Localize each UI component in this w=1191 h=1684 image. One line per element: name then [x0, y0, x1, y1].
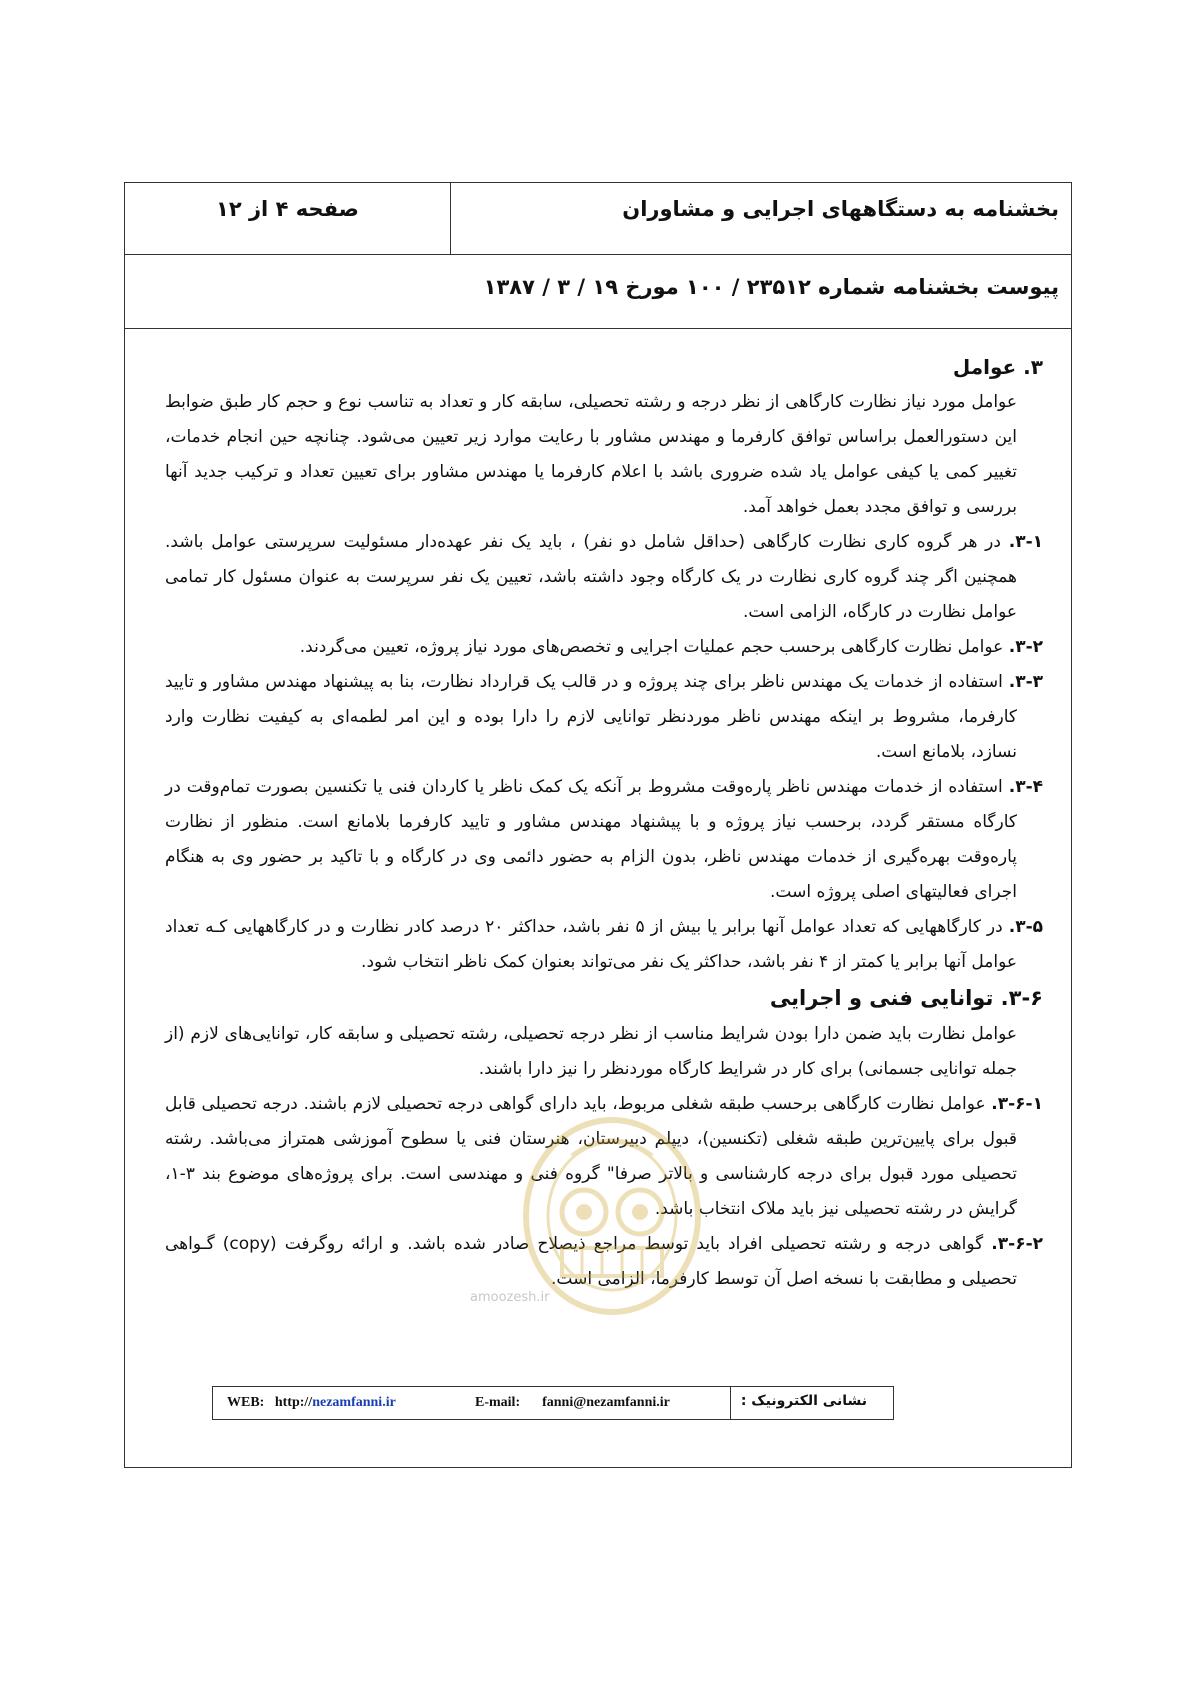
clause-number: ۳-۶-۱. [991, 1094, 1043, 1114]
clause-text: استفاده از خدمات مهندس ناظر پاره‌وقت مشروط بر آنکه یک کمک ناظر یا کاردان فنی یا تکنسین بصورت تمام‌وقت در کارگاه مستقر گردد، برحسب نیاز پروژه و با پیشنهاد مهندس مشاور و تایید کارفرما بلامانع است. منظور از نظارت پاره‌وقت بهره‌گیری از خدمات مهندس ناظر، بدون الزام به حضور دائمی وی در کارگاه و با تاکید بر حضور وی به هنگام اجرای فعالیتهای اصلی پروژه است. [165, 777, 1017, 902]
section-title: ۳. عوامل [952, 355, 1043, 379]
clause-number: ۳-۴. [1008, 777, 1043, 797]
footer-label: نشانی الکترونیک : [740, 1393, 867, 1409]
clause-3-6-2 [165, 1227, 1043, 1297]
document-title: بخشنامه به دستگاههای اجرایی و مشاوران [622, 197, 1059, 221]
circular-reference: پیوست بخشنامه شماره ۲۳۵۱۲ / ۱۰۰ مورخ ۱۹ / ۳ / ۱۳۸۷ [483, 275, 1059, 299]
clause-number: ۳-۳. [1008, 672, 1044, 692]
email-link[interactable]: fanni@nezamfanni.ir [542, 1395, 670, 1410]
clause-text: استفاده از خدمات یک مهندس ناظر برای چند پروژه و در قالب یک قرارداد نظارت، بنا به پیشنهاد مهندس مشاور و تایید کارفرما، مشروط بر اینکه مهندس ناظر موردنظر توانایی لازم را دارا بوده و این امر لطمه‌ای به کیفیت نظارت وارد نسازد، بلامانع است. [165, 672, 1017, 762]
clause-3-5 [165, 910, 1043, 980]
reference-row [125, 255, 1071, 329]
clause-number: ۳-۵. [1008, 917, 1043, 937]
clause-text: عوامل نظارت کارگاهی برحسب طبقه شغلی مربوط، باید دارای گواهی درجه تحصیلی لازم باشند. درجه تحصیلی قابل قبول برای پایین‌ترین طبقه شغلی (تکنسین)، دیپلم دبیرستان، هنرستان فنی یا سطوح آموزشی همتراز می‌باشد. رشته تحصیلی مورد قبول برای درجه کارشناسی و بالاتر صرفا" گروه فنی و مهندسی است. برای پروژه‌های موضوع بند ۳-۱، گرایش در رشته تحصیلی نیز باید ملاک انتخاب باشد. [165, 1094, 1017, 1219]
subsection-title: ۳-۶. توانایی فنی و اجرایی [769, 986, 1043, 1010]
web-prefix: http:// [274, 1395, 313, 1410]
web-link[interactable]: nezamfanni.ir [312, 1395, 396, 1410]
clause-number: ۳-۱. [1008, 532, 1043, 552]
header-divider [450, 183, 451, 255]
footer-divider [730, 1387, 731, 1419]
clause-3-3 [165, 665, 1043, 770]
document-frame [124, 182, 1072, 1468]
header-row [125, 183, 1071, 255]
clause-text: عوامل نظارت کارگاهی برحسب حجم عملیات اجرایی و تخصص‌های مورد نیاز پروژه، تعیین می‌گردند. [299, 637, 1004, 657]
clause-number: ۳-۲. [1008, 637, 1043, 657]
subsection-intro: عوامل نظارت باید ضمن دارا بودن شرایط مناسب از نظر درجه تحصیلی، رشته تحصیلی و سابقه کار، توانایی‌های لازم (از جمله توانایی جسمانی) برای کار در شرایط کارگاه موردنظر را نیز دارا باشند. [165, 1024, 1017, 1079]
clause-3-1 [165, 525, 1043, 630]
clause-text: گواهی درجه و رشته تحصیلی افراد باید توسط مراجع ذیصلاح صادر شده باشد. و ارائه روگرفت (copy) گـواهی تحصیلی و مطابقت با نسخه اصل آن توسط کارفرما، الزامی است. [165, 1234, 1017, 1289]
web-label: WEB: [227, 1395, 265, 1410]
email-label: E-mail: [475, 1395, 521, 1410]
clause-3-2 [165, 630, 1043, 665]
clause-3-6-1 [165, 1087, 1043, 1227]
footer-web [227, 1395, 396, 1411]
footer-contact [212, 1386, 894, 1420]
clause-3-4 [165, 770, 1043, 910]
clause-text: در کارگاههایی که تعداد عوامل آنها برابر یا بیش از ۵ نفر باشد، حداکثر ۲۰ درصد کادر نظارت و در کارگاههایی کـه تعداد عوامل آنها برابر یا کمتر از ۴ نفر باشد، حداکثر یک نفر می‌تواند بعنوان کمک ناظر انتخاب شود. [165, 917, 1017, 972]
clause-text: در هر گروه کاری نظارت کارگاهی (حداقل شامل دو نفر) ، باید یک نفر عهده‌دار مسئولیت سرپرستی عوامل باشد. همچنین اگر چند گروه کاری نظارت در یک کارگاه وجود داشته باشد، تعیین یک نفر سرپرست به عنوان مسئول کار تمامی عوامل نظارت در کارگاه، الزامی است. [165, 532, 1017, 622]
footer-email [475, 1395, 670, 1411]
section-intro: عوامل مورد نیاز نظارت کارگاهی از نظر درجه و رشته تحصیلی، سابقه کار و تعداد به تناسب نوع و حجم کار طبق ضوابط این دستورالعمل براساس توافق کارفرما و مهندس مشاور با رعایت موارد زیر تعیین می‌شود. چنانچه حین انجام خدمات، تغییر کمی یا کیفی عوامل یاد شده ضروری باشد با اعلام کارفرما یا مهندس مشاور برای تعیین تعداد و ترکیب جدید آنها بررسی و توافق مجدد بعمل خواهد آمد. [165, 392, 1017, 517]
clause-number: ۳-۶-۲. [991, 1234, 1044, 1254]
watermark: amoozesh.ir [470, 1290, 550, 1305]
page-number: صفحه ۴ از ۱۲ [216, 197, 359, 221]
document-body [165, 349, 1043, 1457]
